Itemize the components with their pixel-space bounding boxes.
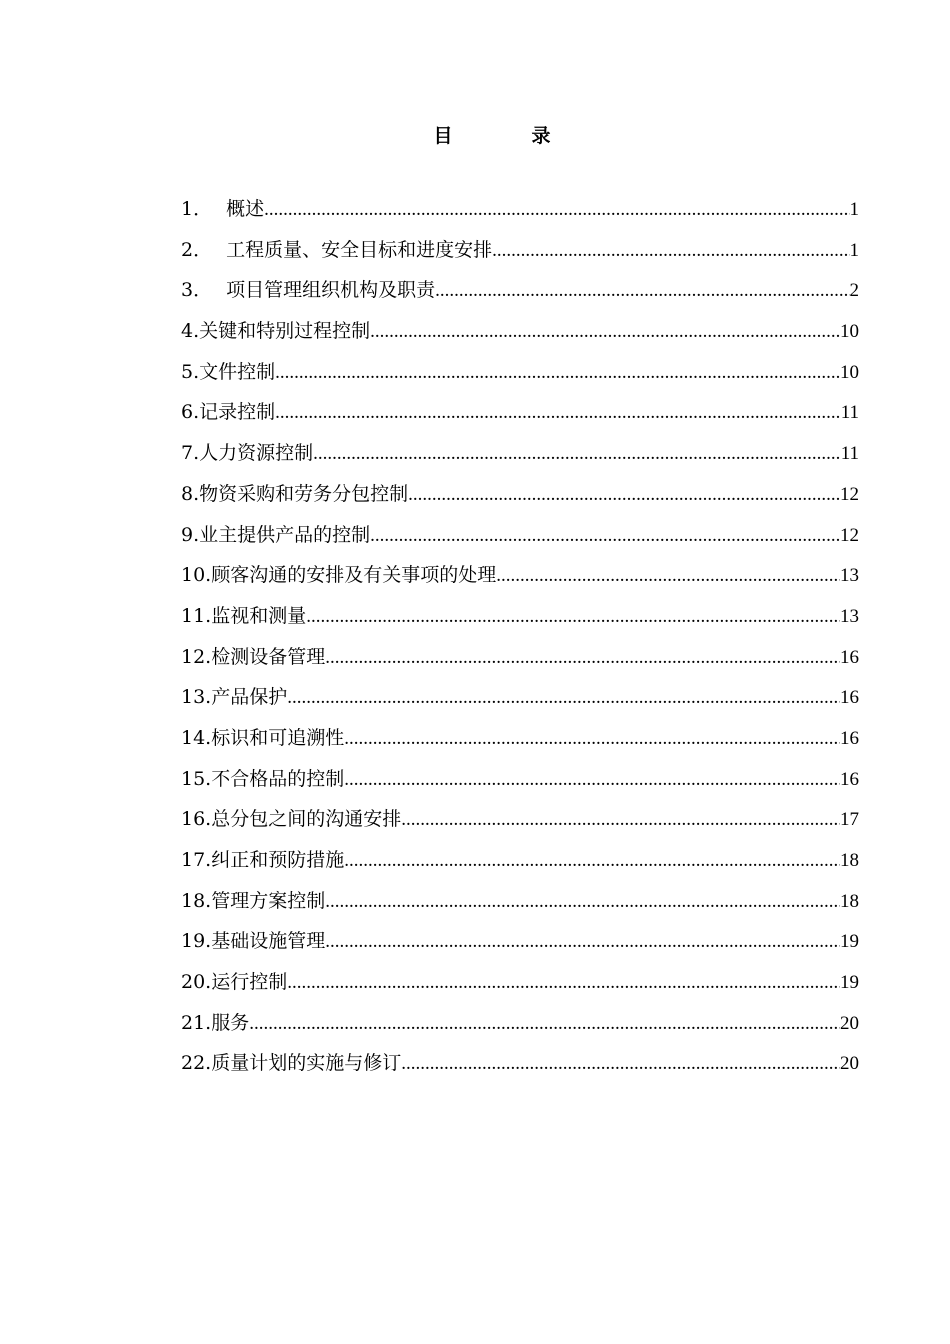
toc-entry[interactable] <box>181 522 859 563</box>
toc-dot-leader <box>344 848 840 874</box>
toc-entry-page: 11 <box>840 402 859 424</box>
toc-entry[interactable] <box>181 725 859 766</box>
toc-entry[interactable] <box>181 481 859 522</box>
toc-entry[interactable] <box>181 603 859 644</box>
toc-entry-label: 检测设备管理 <box>211 645 326 668</box>
toc-entry-label: 基础设施管理 <box>211 930 326 953</box>
toc-dot-leader <box>306 604 840 630</box>
toc-entry-number: 4. <box>181 320 200 343</box>
toc-entry-number: 8. <box>181 482 200 505</box>
toc-entry-label: 业主提供产品的控制 <box>199 523 371 546</box>
toc-entry-label: 服务 <box>211 1011 250 1034</box>
toc-entry[interactable] <box>181 196 859 237</box>
toc-entry[interactable] <box>181 847 859 888</box>
toc-entry-page: 12 <box>840 483 859 505</box>
toc-entry[interactable] <box>181 399 859 440</box>
toc-entry-number: 18. <box>181 889 212 912</box>
toc-dot-leader <box>496 563 840 589</box>
toc-title: 目 录 <box>433 125 581 147</box>
toc-entry-label: 关键和特别过程控制 <box>199 320 371 343</box>
toc-entry-label: 不合格品的控制 <box>211 767 345 790</box>
toc-entry-number: 19. <box>181 930 212 953</box>
toc-entry[interactable] <box>181 1010 859 1051</box>
toc-entry-page: 17 <box>840 809 859 831</box>
toc-entry-number: 20. <box>181 971 212 994</box>
toc-entry[interactable] <box>181 1050 859 1091</box>
toc-dot-leader <box>325 889 840 915</box>
toc-entry-number: 13. <box>181 686 212 709</box>
toc-entry-label: 监视和测量 <box>211 604 307 627</box>
toc-entry[interactable] <box>181 318 859 359</box>
toc-entry-number: 5. <box>181 360 200 383</box>
toc-entry[interactable] <box>181 440 859 481</box>
toc-dot-leader <box>313 441 841 467</box>
toc-dot-leader <box>264 197 849 223</box>
toc-entry-label: 工程质量、安全目标和进度安排 <box>226 238 493 261</box>
toc-entry[interactable] <box>181 888 859 929</box>
toc-dot-leader <box>370 319 840 345</box>
toc-dot-leader <box>275 400 841 426</box>
toc-dot-leader <box>370 523 840 549</box>
toc-entry-number: 6. <box>181 401 200 424</box>
toc-entry-number: 7. <box>181 442 200 465</box>
toc-entry-number: 1． <box>181 198 213 220</box>
toc-dot-leader <box>325 929 840 955</box>
toc-entry[interactable] <box>181 684 859 725</box>
toc-entry-page: 18 <box>840 890 859 912</box>
toc-dot-leader <box>401 807 840 833</box>
toc-entry-page: 10 <box>840 321 859 343</box>
toc-entry-number: 16. <box>181 808 212 831</box>
toc-entry-page: 11 <box>840 443 859 465</box>
toc-entry[interactable] <box>181 644 859 685</box>
toc-dot-leader <box>344 767 840 793</box>
toc-entry[interactable] <box>181 277 859 318</box>
toc-dot-leader <box>344 726 840 752</box>
toc-entry[interactable] <box>181 562 859 603</box>
toc-entry-label: 标识和可追溯性 <box>211 726 345 749</box>
toc-entry-label: 运行控制 <box>211 971 288 994</box>
toc-entry-label: 纠正和预防措施 <box>211 849 345 871</box>
toc-entry-page: 16 <box>840 687 859 709</box>
toc-entry-page: 19 <box>840 972 859 994</box>
toc-entry-label: 文件控制 <box>199 360 276 383</box>
toc-dot-leader <box>401 1051 840 1077</box>
toc-dot-leader <box>249 1011 840 1037</box>
toc-dot-leader <box>325 645 840 671</box>
toc-entry-page: 10 <box>840 361 859 383</box>
toc-entry-label: 物资采购和劳务分包控制 <box>199 482 409 505</box>
toc-entry-page: 16 <box>840 646 859 668</box>
toc-entry-number: 3． <box>181 279 213 302</box>
toc-entry[interactable] <box>181 359 859 400</box>
toc-entry[interactable] <box>181 806 859 847</box>
toc-dot-leader <box>408 482 840 508</box>
toc-entry-page: 20 <box>840 1053 859 1075</box>
toc-entry-page: 12 <box>840 524 859 546</box>
toc-entry-page: 18 <box>840 850 859 871</box>
toc-entry-number: 9. <box>181 523 200 546</box>
toc-entry-number: 11. <box>181 604 212 627</box>
toc-entry-number: 15. <box>181 767 212 790</box>
toc-entry-number: 10. <box>181 564 212 587</box>
toc-dot-leader <box>492 238 849 264</box>
toc-entry-label: 顾客沟通的安排及有关事项的处理 <box>211 564 497 587</box>
toc-entry-label: 产品保护 <box>211 686 288 709</box>
toc-entry-page: 19 <box>840 931 859 953</box>
toc-entry[interactable] <box>181 766 859 807</box>
toc-entry-label: 质量计划的实施与修订 <box>211 1052 402 1075</box>
toc-dot-leader <box>287 685 840 711</box>
toc-entry-label: 人力资源控制 <box>199 442 314 465</box>
toc-entry-label: 项目管理组织机构及职责 <box>226 279 436 302</box>
toc-dot-leader <box>435 278 849 304</box>
toc-entry-page: 1 <box>849 199 859 220</box>
toc-entry-number: 14. <box>181 726 212 749</box>
toc-entry-label: 记录控制 <box>199 401 276 424</box>
toc-entry-label: 管理方案控制 <box>211 889 326 912</box>
toc-entry-page: 16 <box>840 768 859 790</box>
toc-entry-page: 20 <box>840 1012 859 1034</box>
toc-entry[interactable] <box>181 969 859 1010</box>
toc-entry-number: 22. <box>181 1052 212 1075</box>
toc-entry-page: 16 <box>840 727 859 749</box>
toc-entry[interactable] <box>181 928 859 969</box>
toc-dot-leader <box>287 970 840 996</box>
toc-entry-page: 1 <box>849 239 859 261</box>
toc-entry-page: 13 <box>840 565 859 587</box>
toc-entry-page: 13 <box>840 605 859 627</box>
toc-entry-label: 概述 <box>226 198 265 220</box>
toc-entry-number: 2． <box>181 238 213 261</box>
toc-entry-number: 12. <box>181 645 212 668</box>
toc-entry-number: 17. <box>181 849 212 871</box>
toc-entry[interactable] <box>181 237 859 278</box>
toc-list <box>181 196 859 1091</box>
toc-entry-page: 2 <box>849 280 859 302</box>
toc-entry-label: 总分包之间的沟通安排 <box>211 808 402 831</box>
toc-entry-number: 21. <box>181 1011 212 1034</box>
toc-dot-leader <box>275 360 840 386</box>
